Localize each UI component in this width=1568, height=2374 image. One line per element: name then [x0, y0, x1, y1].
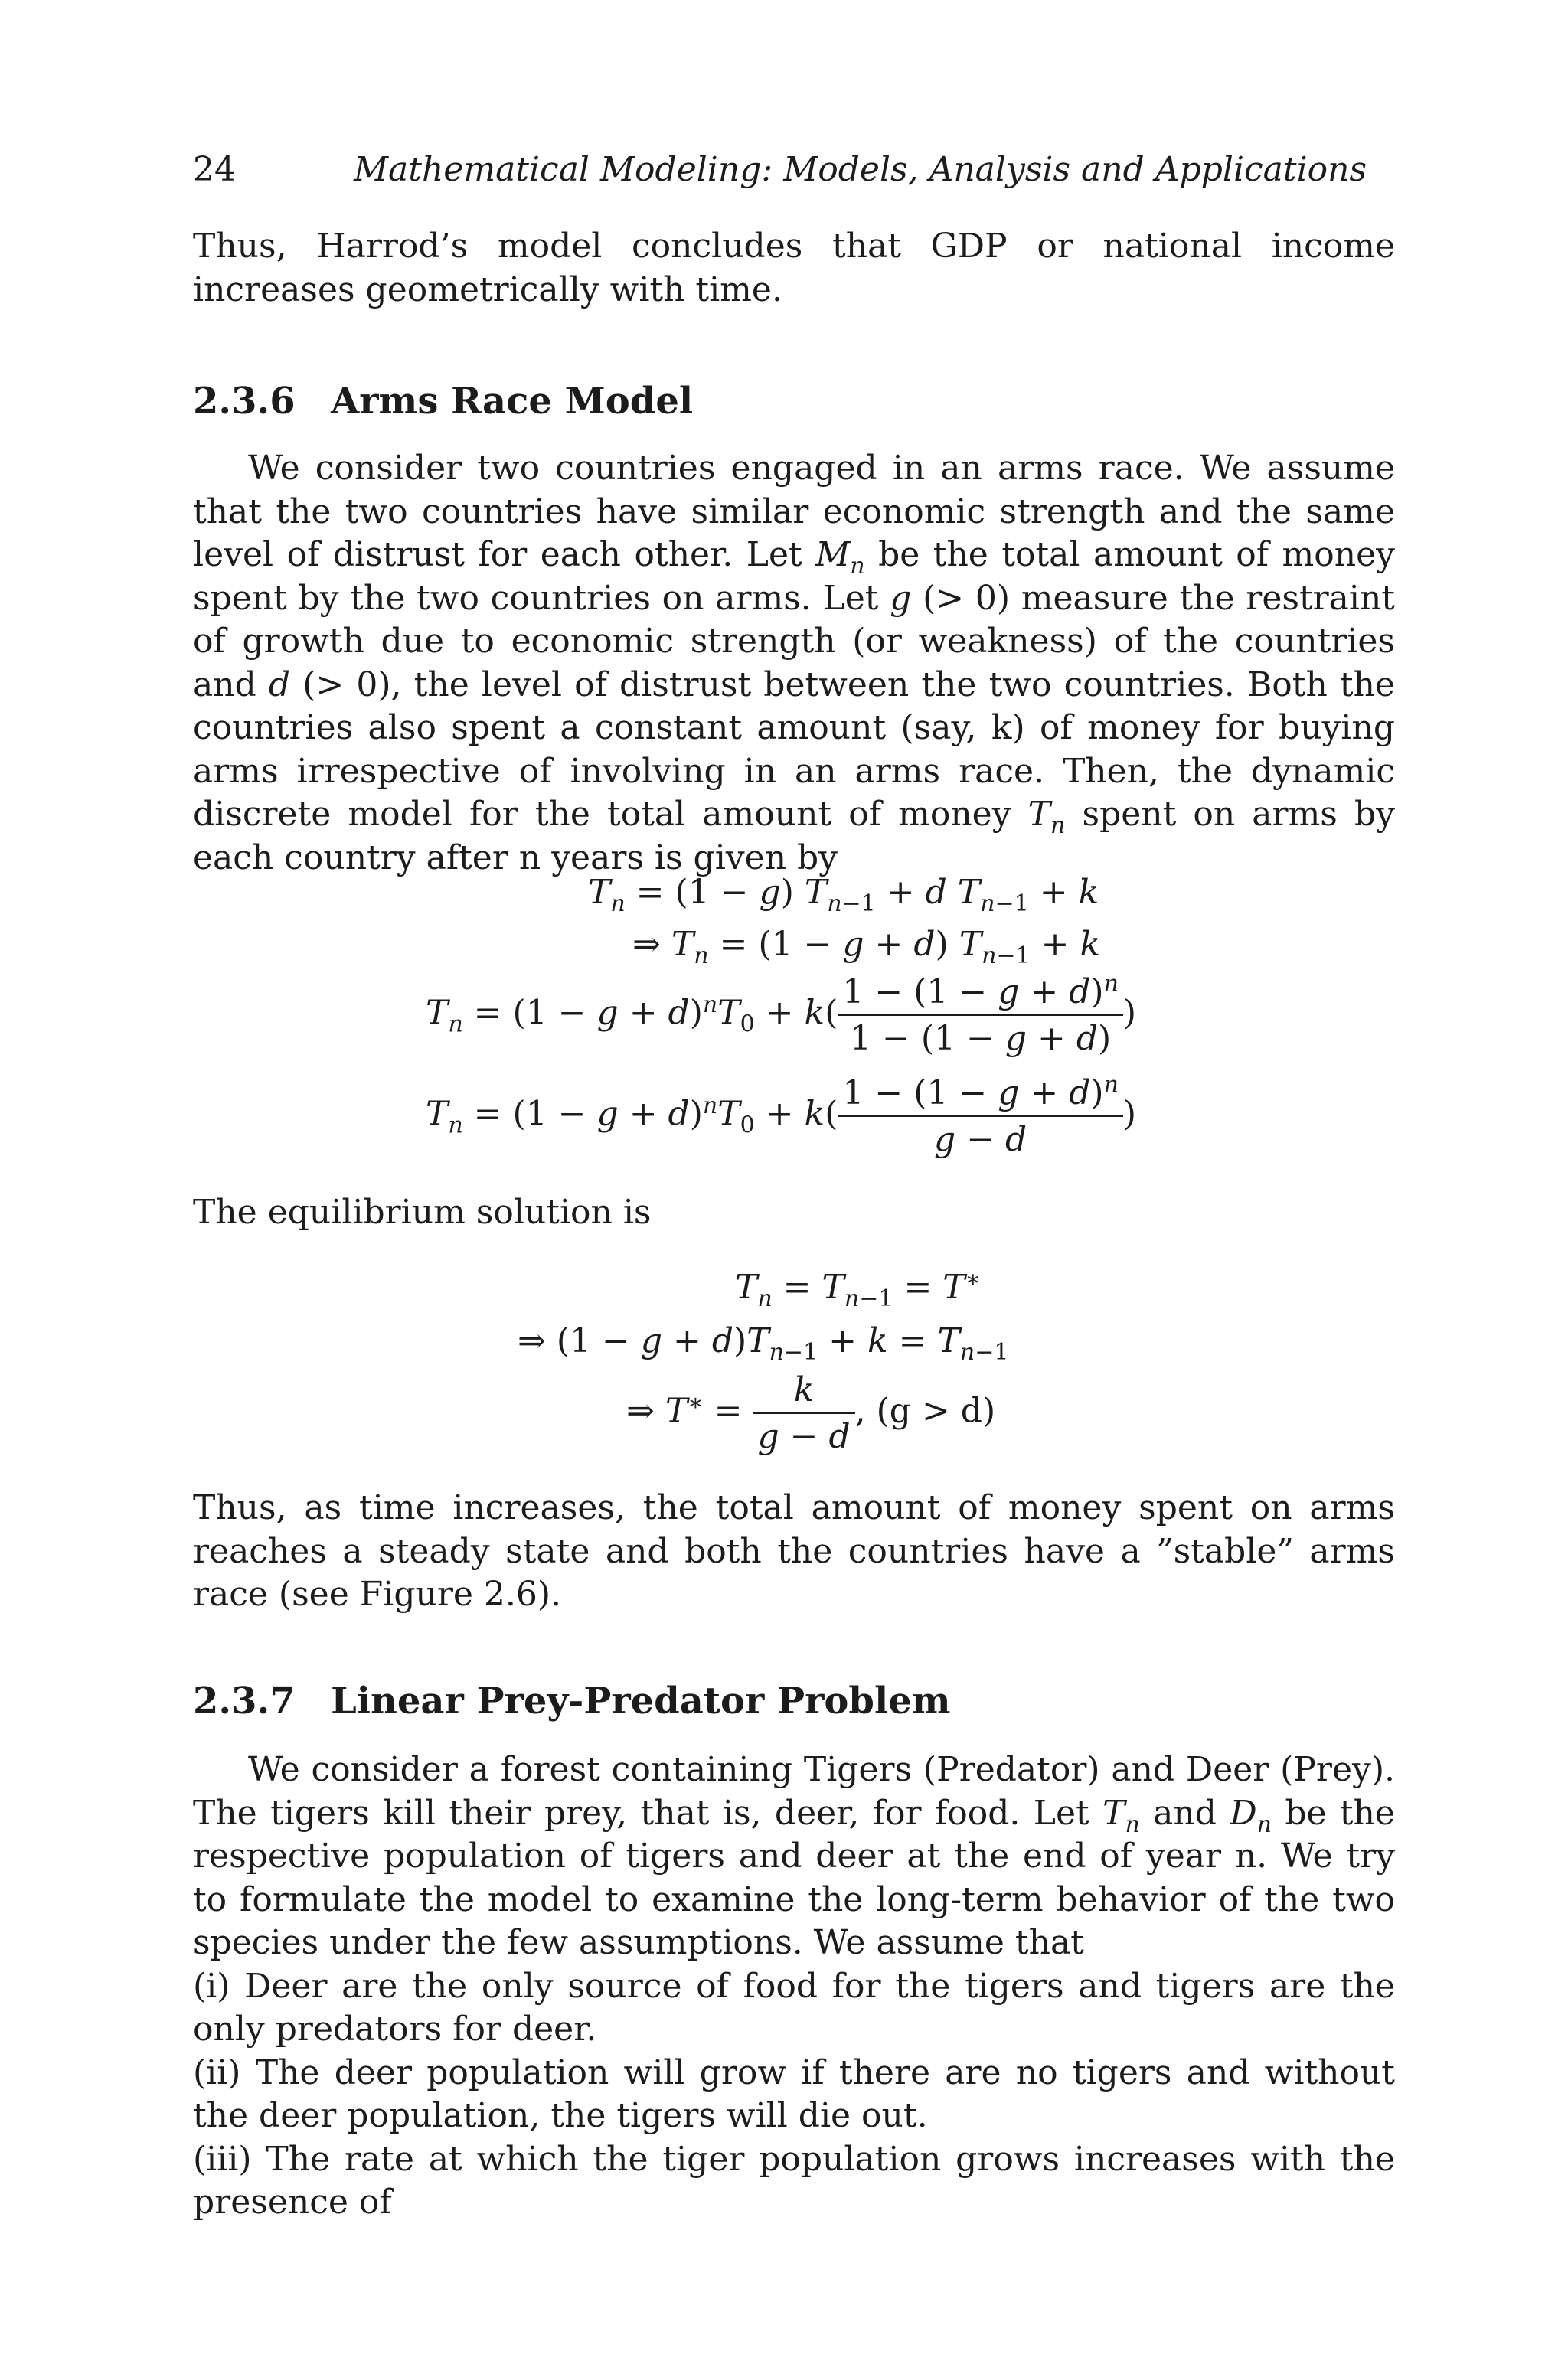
section-number: 2.3.6 — [193, 380, 296, 423]
equation-general-solution: $T_n = (1 - g + d)^nT_0 + k$( $\frac{1 - (1 - g + d)^n}{1 - (1 - g + d)}$ ) — [426, 970, 1137, 1058]
page-number: 24 — [193, 150, 236, 189]
intro-paragraph: Thus, Harrod’s model concludes that GDP or national income increases geometrically with time. — [193, 227, 1395, 309]
section-title: Arms Race Model — [331, 380, 694, 423]
running-title: Mathematical Modeling: Models, Analysis and Applications — [354, 150, 1367, 189]
equation-model: $T_n = (1 - g) T_{n-1} + d$ $T_{n-1} + k$ — [588, 873, 1099, 917]
assumption-item: (i) Deer are the only source of food for the tigers and tigers are the only predators for deer. — [193, 1966, 1395, 2049]
equation-solution-simplified: $T_n = (1 - g + d)^nT_0 + k$( $\frac{1 - (1 - g + d)^n}{g - d}$ ) — [426, 1071, 1137, 1159]
prey-paragraph: We consider a forest containing Tigers (Predator) and Deer (Prey). The tigers kill their prey, that is, deer, for food. Let $T_n$ and $D_n$ be the respective population of tigers and deer at the end of year n. We try to formulate the model to examine the long-term behavior of the two species under the few assumptions. We assume that — [193, 1750, 1395, 1962]
arms-conclusion: Thus, as time increases, the total amount of money spent on arms reaches a steady state and both the countries have a ”stable” arms race (see Figure 2.6). — [193, 1488, 1395, 1614]
assumption-item: (ii) The deer population will grow if there are no tigers and without the deer population, the tigers will die out. — [193, 2052, 1395, 2135]
arms-conclusion-block — [193, 1487, 1395, 1617]
arms-paragraph: We consider two countries engaged in an arms race. We assume that the two countries have similar economic strength and the same level of distrust for each other. Let $M_n$ be the total amount of money spent by the two countries on arms. Let g (> 0) measure the restraint of growth due to economic strength (or weakness) of the countries and d (> 0), the level of distrust between the two countries. Both the countries also spent a constant amount (say, k) of money for buying arms irrespective of involving in an arms race. Then, the dynamic discrete model for the total amount of money $T_n$ spent on arms by each country after n years is given by — [193, 449, 1395, 877]
equation-equilibrium-step: ⇒ $(1 - g + d)T_{n-1} + k = T_{n-1}$ — [518, 1321, 1009, 1366]
section-heading-arms — [193, 380, 1395, 423]
page-header — [193, 150, 1403, 199]
equation-simplified: ⇒ $T_n = (1 - g + d) T_{n-1} + k$ — [632, 925, 1101, 969]
section-number: 2.3.7 — [193, 1680, 296, 1723]
section-title: Linear Prey-Predator Problem — [331, 1680, 951, 1723]
intro-paragraph-block — [193, 225, 1395, 312]
prey-paragraph-block — [193, 1749, 1395, 2225]
equation-equilibrium: $T_n = T_{n-1} = T^∗$ — [735, 1265, 982, 1312]
equation-equilibrium-value: ⇒ T∗ = $\frac{k}{g - d}$ , (g > d) — [626, 1370, 996, 1456]
arms-paragraph-block — [193, 447, 1395, 880]
assumption-item: (iii) The rate at which the tiger population grows increases with the presence of — [193, 2139, 1395, 2222]
equilibrium-intro: The equilibrium solution is — [193, 1193, 652, 1232]
equilibrium-condition: (g > d) — [876, 1391, 996, 1431]
equilibrium-intro-block — [193, 1191, 1395, 1235]
section-heading-prey — [193, 1680, 1395, 1723]
